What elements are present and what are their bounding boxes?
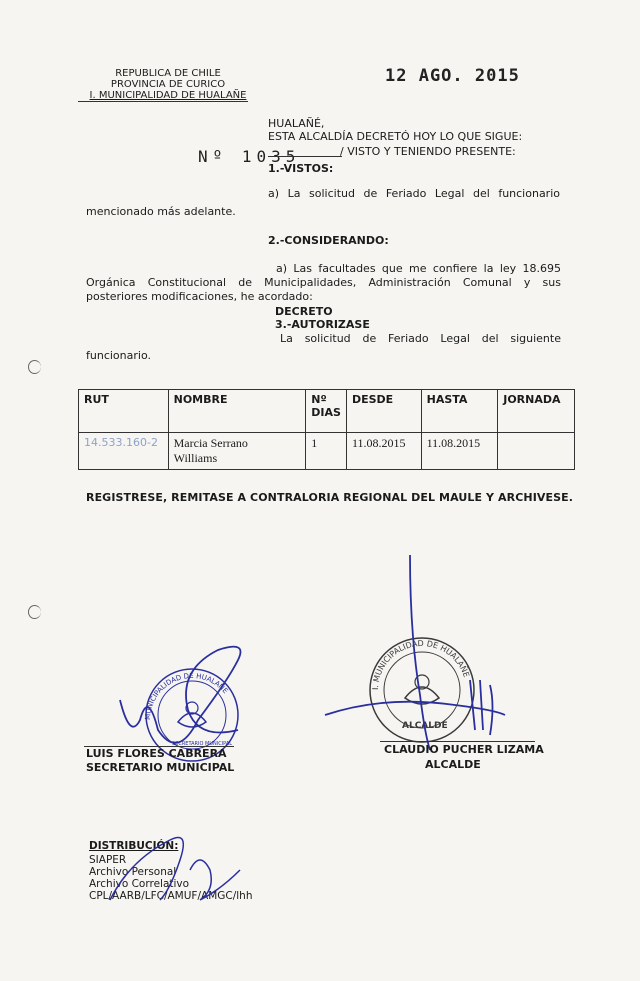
considerando-heading: 2.-CONSIDERANDO: <box>268 234 389 247</box>
header-line-republic: REPUBLICA DE CHILE <box>115 68 221 79</box>
left-seal-subtext: SECRETARIO MUNICIPAL <box>172 741 233 747</box>
intro-line1: ESTA ALCALDÍA DECRETÓ HOY LO QUE SIGUE: <box>268 130 523 143</box>
right-signer-title: ALCALDE <box>425 758 481 771</box>
intro-place: HUALAÑÉ, <box>268 117 325 130</box>
list-item: Archivo Personal <box>89 866 177 878</box>
cell-hasta: 11.08.2015 <box>421 433 498 470</box>
col-header-nombre: NOMBRE <box>168 390 306 433</box>
vistos-a-line1: a) La solicitud de Feriado Legal del funcionario <box>268 187 560 200</box>
list-item: CPL/AARB/LFC/AMUF/AMGC/lhh <box>89 890 253 902</box>
decree-number-rule <box>268 156 342 157</box>
left-seal-text: MUNICIPALIDAD DE HUALAÑE <box>143 671 230 721</box>
right-signer-name: CLAUDIO PUCHER LIZAMA <box>384 743 544 756</box>
right-seal-subtext: ALCALDE <box>402 721 448 731</box>
header-rule <box>78 101 248 102</box>
cell-jornada <box>498 433 575 470</box>
considerando-a-line3: posteriores modificaciones, he acordado: <box>86 290 313 303</box>
leave-table <box>78 389 575 470</box>
cell-rut: 14.533.160-2 <box>79 433 169 470</box>
decreto-line1: La solicitud de Feriado Legal del siguiente <box>280 332 561 345</box>
considerando-a-line1: a) Las facultades que me confiere la ley 18.695 <box>276 262 561 275</box>
considerando-a-line2: Orgánica Constitucional de Municipalidades, Administración Comunal y sus <box>86 276 561 289</box>
autorizase-heading: 3.-AUTORIZASE <box>275 318 370 331</box>
list-item: Archivo Correlativo <box>89 878 190 890</box>
intro-line2: / VISTO Y TENIENDO PRESENTE: <box>340 145 516 158</box>
header-line-municipality: I. MUNICIPALIDAD DE HUALAÑE <box>89 90 247 101</box>
right-signature-line <box>380 741 535 742</box>
decreto-line2: funcionario. <box>86 349 151 362</box>
left-signature <box>120 647 241 743</box>
cell-nombre-line1: Marcia Serrano <box>173 436 248 450</box>
vistos-heading: 1.-VISTOS: <box>268 162 334 175</box>
cell-nombre-line2: Williams <box>173 451 218 465</box>
table-header-row <box>79 390 575 433</box>
distribution-initials-scribble <box>100 830 300 910</box>
col-header-jornada: JORNADA <box>498 390 575 433</box>
institution-header <box>78 68 258 101</box>
margin-punch-mark <box>28 360 41 374</box>
left-signer-title: SECRETARIO MUNICIPAL <box>86 761 235 774</box>
decree-number: Nº 1035 <box>198 147 301 166</box>
cell-dias: 1 <box>306 433 347 470</box>
table-row <box>79 433 575 470</box>
col-header-hasta: HASTA <box>421 390 498 433</box>
header-line-province: PROVINCIA DE CURICO <box>110 79 226 90</box>
right-seal-text: I. MUNICIPALIDAD DE HUALAÑE <box>370 638 471 691</box>
decreto-heading: DECRETO <box>275 305 333 318</box>
date-stamp: 12 AGO. 2015 <box>385 66 520 86</box>
cell-desde: 11.08.2015 <box>346 433 421 470</box>
col-header-desde: DESDE <box>346 390 421 433</box>
cell-nombre <box>168 433 306 470</box>
col-header-rut: RUT <box>79 390 169 433</box>
distribution-heading: DISTRIBUCIÓN: <box>89 840 179 852</box>
left-signer-name: LUIS FLORES CABRERA <box>86 747 227 760</box>
list-item: SIAPER <box>89 854 127 866</box>
vistos-a-line2: mencionado más adelante. <box>86 205 236 218</box>
col-header-dias: Nº DIAS <box>306 390 347 433</box>
closing-statement: REGISTRESE, REMITASE A CONTRALORIA REGIONAL DEL MAULE Y ARCHIVESE. <box>86 491 574 504</box>
